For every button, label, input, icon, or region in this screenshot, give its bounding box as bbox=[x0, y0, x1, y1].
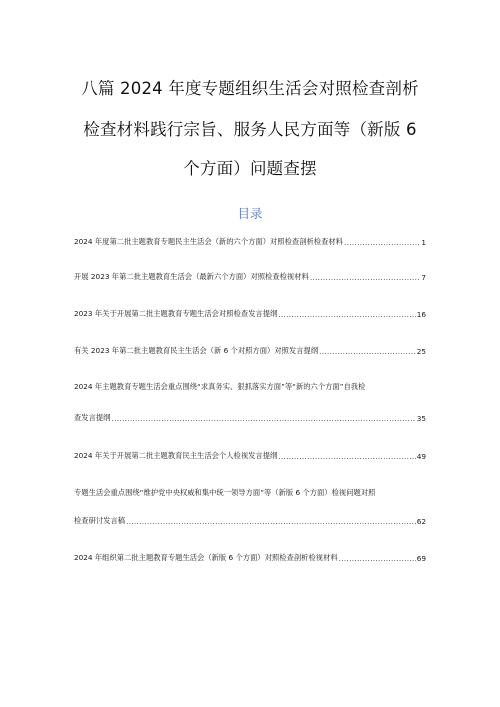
toc-heading: 目录 bbox=[237, 206, 263, 221]
toc-page-number: 49 bbox=[416, 452, 426, 461]
toc-leader-dots bbox=[126, 517, 416, 526]
toc-entry[interactable] bbox=[74, 346, 426, 356]
toc-page-number: 1 bbox=[421, 238, 426, 247]
toc-leader-dots bbox=[344, 238, 420, 247]
toc-entry[interactable] bbox=[74, 309, 426, 319]
document-title-line-3: 个方面）问题查摆 bbox=[183, 159, 317, 178]
toc-leader-dots bbox=[310, 273, 421, 282]
toc-leader-dots bbox=[278, 452, 415, 461]
toc-entry-title: 有关 2023 年第二批主题教育民主生活会（新 6 个对照方面）对照发言提纲 bbox=[74, 346, 319, 355]
toc-page-number: 62 bbox=[416, 517, 426, 526]
toc-leader-dots bbox=[278, 310, 415, 319]
document-title-line-1: 八篇 2024 年度专题组织生活会对照检查剖析 bbox=[81, 79, 419, 98]
toc-entry[interactable] bbox=[74, 272, 426, 282]
toc-entry[interactable] bbox=[74, 413, 426, 423]
toc-leader-dots bbox=[319, 347, 416, 356]
toc-entry-title: 2024 年度第二批主题教育专题民主生活会（新的六个方面）对照检查剖析检查材料 bbox=[74, 237, 343, 246]
toc-entry-title: 2023 年关于开展第二批主题教育专题生活会对照检查发言提纲 bbox=[74, 309, 278, 318]
toc-leader-dots bbox=[339, 554, 416, 563]
toc-entry[interactable] bbox=[74, 553, 426, 563]
toc-entry[interactable] bbox=[74, 237, 426, 247]
toc-page-number: 35 bbox=[416, 414, 426, 423]
toc-entry-title-line[interactable]: 2024 年主题教育专题生活会重点围绕“求真务实、狠抓落实方面”等“新的六个方面”自我检 bbox=[74, 382, 366, 391]
toc-entry[interactable] bbox=[74, 516, 426, 526]
toc-entry-title: 开展 2023 年第二批主题教育生活会（最新六个方面）对照检查检视材料 bbox=[74, 272, 309, 281]
toc-page-number: 69 bbox=[416, 554, 426, 563]
toc-page-number: 25 bbox=[416, 347, 426, 356]
toc-leader-dots bbox=[111, 414, 415, 423]
toc-entry[interactable] bbox=[74, 451, 426, 461]
document-title-line-2: 检查材料践行宗旨、服务人民方面等（新版 6 bbox=[83, 120, 417, 139]
toc-entry-title: 检查研讨发言稿 bbox=[74, 516, 126, 525]
toc-entry-title-line[interactable]: 专题生活会重点围绕“维护党中央权威和集中统一领导方面”等（新版 6 个方面）检视问题对照 bbox=[74, 488, 376, 497]
toc-entry-title: 查发言提纲 bbox=[74, 413, 111, 422]
toc-page-number: 7 bbox=[421, 273, 426, 282]
toc-page-number: 16 bbox=[416, 310, 426, 319]
toc-entry-title: 2024 年组织第二批主题教育专题生活会（新版 6 个方面）对照检查剖析检视材料 bbox=[74, 553, 338, 562]
toc-entry-title: 2024 年关于开展第二批主题教育民主生活会个人检视发言提纲 bbox=[74, 451, 278, 460]
